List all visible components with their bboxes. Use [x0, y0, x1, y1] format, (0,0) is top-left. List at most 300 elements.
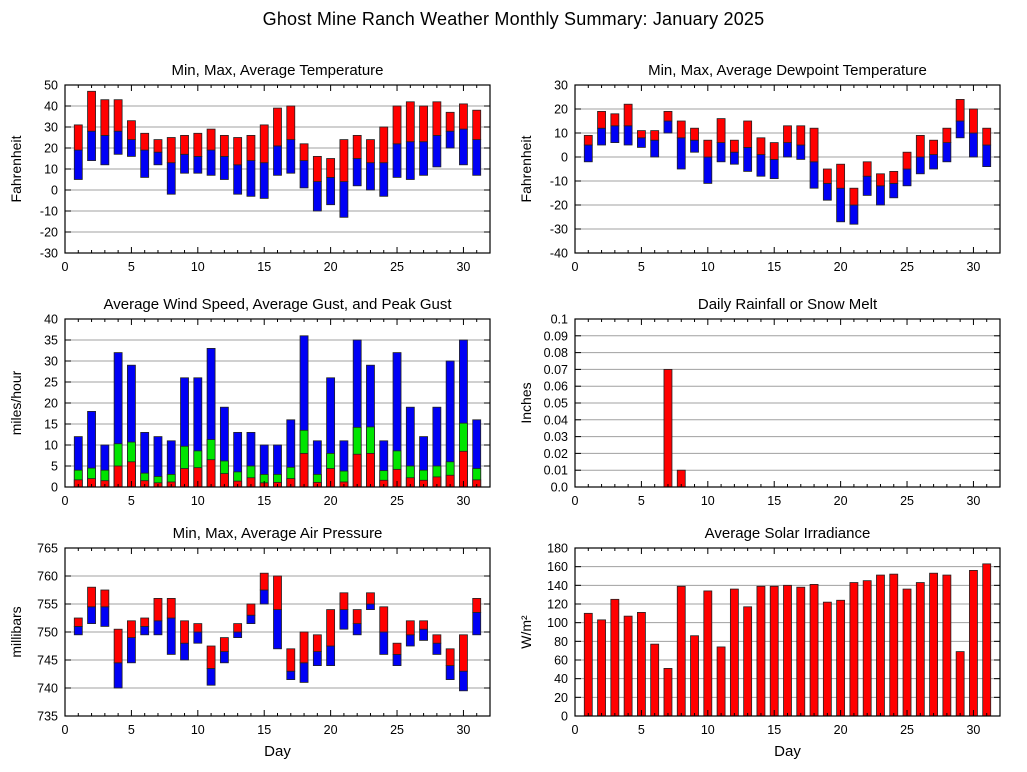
pressure-min-avg-bar-day-11 [207, 668, 215, 685]
dewpoint-min-avg-bar-day-14 [757, 155, 765, 177]
dewpoint-avg-max-bar-day-13 [744, 121, 752, 147]
pressure-avg-max-bar-day-16 [274, 576, 282, 610]
pressure-min-avg-bar-day-14 [247, 615, 255, 623]
solar-ytick-label: 140 [547, 578, 568, 593]
temperature-avg-max-bar-day-4 [114, 100, 122, 132]
pressure-min-avg-bar-day-30 [459, 671, 467, 691]
wind-xtick-label: 20 [323, 494, 338, 508]
temperature-chart [8, 62, 490, 274]
solar-ytick-label: 120 [547, 597, 568, 612]
dewpoint-y-axis-label: Fahrenheit [518, 135, 534, 203]
rain-chart-title: Daily Rainfall or Snow Melt [697, 296, 878, 313]
pressure-ytick-label: 750 [37, 625, 58, 640]
temperature-min-avg-bar-day-12 [220, 156, 228, 179]
pressure-avg-max-bar-day-29 [446, 649, 454, 666]
pressure-min-avg-bar-day-18 [300, 663, 308, 683]
dewpoint-min-avg-bar-day-31 [983, 145, 991, 167]
rain-ytick-label: 0.05 [543, 396, 568, 411]
wind-average-wind-speed-bar-day-22 [353, 454, 361, 487]
dewpoint-ytick-label: 30 [554, 78, 568, 93]
temperature-min-avg-bar-day-30 [459, 129, 467, 165]
pressure-min-avg-bar-day-24 [380, 632, 388, 654]
solar-bar-day-16 [784, 585, 792, 716]
pressure-min-avg-bar-day-3 [101, 607, 109, 627]
pressure-min-avg-bar-day-27 [420, 629, 428, 640]
temperature-min-avg-bar-day-21 [340, 182, 348, 218]
solar-bar-day-28 [943, 575, 951, 716]
dewpoint-avg-max-bar-day-17 [797, 126, 805, 145]
temperature-avg-max-bar-day-17 [287, 106, 295, 140]
solar-bar-day-27 [930, 573, 938, 716]
pressure-avg-max-bar-day-19 [313, 635, 321, 652]
temperature-min-avg-bar-day-29 [446, 131, 454, 148]
rain-ytick-label: 0.09 [543, 329, 568, 344]
rain-gridlines [575, 336, 1000, 470]
solar-chart-title: Average Solar Irradiance [704, 525, 871, 542]
temperature-min-avg-bar-day-6 [141, 150, 149, 177]
solar-bar-day-13 [744, 607, 752, 716]
solar-bar-day-3 [611, 599, 619, 716]
solar-xtick-label: 0 [571, 723, 579, 737]
temperature-avg-max-bar-day-14 [247, 135, 255, 160]
solar-bar-day-14 [757, 586, 765, 716]
dewpoint-min-avg-bar-day-3 [611, 126, 619, 143]
temperature-min-avg-bar-day-25 [393, 144, 401, 178]
solar-bar-day-30 [969, 570, 977, 716]
dewpoint-avg-max-bar-day-18 [810, 128, 818, 162]
dewpoint-ytick-label: -40 [549, 246, 568, 261]
dewpoint-avg-max-bar-day-10 [704, 140, 712, 157]
pressure-avg-max-bar-day-31 [473, 598, 481, 612]
solar-ytick-label: 100 [547, 616, 568, 631]
temperature-ytick-label: 40 [44, 99, 58, 114]
wind-ytick-label: 40 [44, 312, 58, 327]
temperature-avg-max-bar-day-11 [207, 129, 215, 150]
pressure-ytick-label: 740 [37, 681, 58, 696]
solar-bar-day-29 [956, 652, 964, 716]
dewpoint-min-avg-bar-day-19 [823, 183, 831, 200]
wind-ytick-label: 25 [44, 375, 58, 390]
dewpoint-min-avg-bar-day-8 [677, 138, 685, 169]
pressure-xtick-label: 5 [127, 723, 135, 737]
solar-xtick-label: 30 [966, 723, 981, 737]
dewpoint-min-avg-bar-day-6 [651, 140, 659, 157]
dewpoint-min-avg-bar-day-28 [943, 143, 951, 162]
solar-bar-day-21 [850, 583, 858, 716]
temperature-ytick-label: 50 [44, 78, 58, 93]
pressure-avg-max-bar-day-1 [74, 618, 82, 626]
dewpoint-min-avg-bar-day-27 [930, 155, 938, 169]
dewpoint-min-avg-bar-day-15 [770, 159, 778, 178]
pressure-min-avg-bar-day-26 [406, 635, 414, 646]
solar-ytick-label: 40 [554, 672, 568, 687]
pressure-avg-max-bar-day-8 [167, 598, 175, 618]
solar-x-axis-label: Day [774, 743, 801, 760]
temperature-min-avg-bar-day-13 [234, 165, 242, 194]
temperature-min-avg-bar-day-28 [433, 135, 441, 167]
temperature-min-avg-bar-day-16 [274, 146, 282, 175]
pressure-min-avg-bar-day-23 [366, 604, 374, 610]
rain-bars [664, 369, 685, 487]
temperature-avg-max-bar-day-15 [260, 125, 268, 163]
solar-bar-day-24 [890, 574, 898, 716]
dewpoint-avg-max-bar-day-7 [664, 111, 672, 121]
pressure-min-avg-bar-day-19 [313, 652, 321, 666]
temperature-avg-max-bar-day-22 [353, 135, 361, 158]
solar-bar-day-8 [677, 586, 685, 716]
solar-bar-day-20 [837, 600, 845, 716]
dewpoint-min-avg-bar-day-23 [876, 186, 884, 205]
dewpoint-min-avg-bar-day-25 [903, 169, 911, 186]
temperature-avg-max-bar-day-29 [446, 112, 454, 131]
temperature-avg-max-bar-day-23 [366, 140, 374, 163]
temperature-xtick-label: 15 [257, 260, 272, 274]
dewpoint-min-avg-bar-day-16 [784, 143, 792, 157]
pressure-min-avg-bar-day-22 [353, 624, 361, 635]
pressure-min-avg-bar-day-20 [327, 646, 335, 666]
temperature-ytick-label: -30 [39, 246, 58, 261]
solar-bar-day-12 [730, 589, 738, 716]
dewpoint-avg-max-bar-day-1 [584, 135, 592, 145]
dewpoint-avg-max-bar-day-24 [890, 171, 898, 183]
temperature-min-avg-bar-day-19 [313, 182, 321, 211]
temperature-min-avg-bar-day-8 [167, 163, 175, 195]
pressure-min-avg-bar-day-9 [181, 643, 189, 660]
wind-xtick-label: 0 [61, 494, 69, 508]
dewpoint-ytick-label: 20 [554, 102, 568, 117]
dewpoint-ytick-label: 10 [554, 126, 568, 141]
pressure-xtick-label: 25 [390, 723, 404, 737]
solar-ytick-label: 80 [554, 634, 568, 649]
dewpoint-avg-max-bar-day-4 [624, 104, 632, 126]
temperature-min-avg-bar-day-7 [154, 152, 162, 165]
dewpoint-avg-max-bar-day-31 [983, 128, 991, 145]
solar-ytick-label: 0 [561, 709, 568, 724]
wind-ytick-label: 10 [44, 438, 58, 453]
solar-y-axis-label: W/m² [518, 615, 534, 649]
rain-ytick-label: 0.1 [550, 312, 568, 327]
pressure-avg-max-bar-day-12 [220, 638, 228, 652]
pressure-min-avg-bar-day-2 [88, 607, 96, 624]
pressure-min-avg-bar-day-7 [154, 621, 162, 635]
pressure-min-avg-bar-day-10 [194, 632, 202, 643]
rain-xtick-label: 20 [833, 494, 848, 508]
temperature-min-avg-bar-day-17 [287, 140, 295, 174]
dewpoint-avg-max-bar-day-16 [784, 126, 792, 143]
solar-bar-day-23 [876, 575, 884, 716]
temperature-xtick-label: 30 [456, 260, 471, 274]
pressure-chart-title: Min, Max, Average Air Pressure [172, 525, 383, 542]
temperature-ytick-label: 30 [44, 120, 58, 135]
pressure-xtick-label: 10 [190, 723, 205, 737]
temperature-min-avg-bar-day-31 [473, 140, 481, 176]
temperature-xtick-label: 20 [323, 260, 338, 274]
solar-bar-day-7 [664, 668, 672, 716]
wind-xtick-label: 5 [127, 494, 135, 508]
pressure-avg-max-bar-day-11 [207, 646, 215, 668]
rain-xtick-label: 25 [900, 494, 914, 508]
dewpoint-avg-max-bar-day-3 [611, 114, 619, 126]
pressure-avg-max-bar-day-21 [340, 593, 348, 610]
pressure-xtick-label: 15 [257, 723, 272, 737]
pressure-ytick-label: 765 [37, 541, 58, 556]
temperature-avg-max-bar-day-7 [154, 140, 162, 153]
pressure-min-avg-bar-day-1 [74, 626, 82, 634]
rain-ytick-label: 0.01 [543, 463, 568, 478]
wind-ytick-label: 15 [44, 417, 58, 432]
rain-xtick-label: 0 [571, 494, 579, 508]
wind-bars [74, 336, 480, 487]
pressure-ytick-label: 760 [37, 569, 58, 584]
temperature-avg-max-bar-day-9 [181, 135, 189, 154]
dewpoint-xtick-label: 30 [966, 260, 981, 274]
temperature-avg-max-bar-day-18 [300, 144, 308, 161]
solar-bar-day-6 [651, 644, 659, 716]
page-title: Ghost Mine Ranch Weather Monthly Summary: January 2025 [262, 9, 765, 29]
rain-ytick-label: 0.04 [543, 413, 568, 428]
temperature-min-avg-bar-day-11 [207, 150, 215, 175]
dewpoint-avg-max-bar-day-14 [757, 138, 765, 155]
pressure-x-axis-label: Day [264, 743, 291, 760]
dewpoint-avg-max-bar-day-15 [770, 143, 778, 160]
temperature-xtick-label: 0 [61, 260, 69, 274]
solar-ytick-label: 60 [554, 653, 568, 668]
dewpoint-avg-max-bar-day-22 [863, 162, 871, 176]
pressure-avg-max-bar-day-7 [154, 598, 162, 620]
temperature-avg-max-bar-day-26 [406, 102, 414, 142]
solar-bar-day-9 [691, 636, 699, 716]
solar-bars [584, 564, 990, 716]
temperature-avg-max-bar-day-27 [420, 106, 428, 142]
pressure-labels [8, 525, 470, 760]
solar-xtick-label: 20 [833, 723, 848, 737]
pressure-chart [8, 525, 490, 760]
dewpoint-min-avg-bar-day-17 [797, 145, 805, 159]
pressure-xtick-label: 30 [456, 723, 471, 737]
temperature-min-avg-bar-day-14 [247, 161, 255, 197]
temperature-avg-max-bar-day-20 [327, 159, 335, 178]
solar-bar-day-5 [637, 612, 645, 716]
pressure-avg-max-bar-day-18 [300, 632, 308, 663]
wind-average-wind-speed-bar-day-4 [114, 466, 122, 487]
solar-xtick-label: 15 [767, 723, 782, 737]
pressure-min-avg-bar-day-17 [287, 671, 295, 679]
wind-xtick-label: 25 [390, 494, 404, 508]
temperature-avg-max-bar-day-16 [274, 108, 282, 146]
pressure-avg-max-bar-day-5 [127, 621, 135, 638]
dewpoint-avg-max-bar-day-23 [876, 174, 884, 186]
pressure-xtick-label: 0 [61, 723, 69, 737]
dewpoint-min-avg-bar-day-26 [916, 157, 924, 174]
pressure-ytick-label: 735 [37, 709, 58, 724]
temperature-min-avg-bar-day-22 [353, 159, 361, 186]
temperature-min-avg-bar-day-27 [420, 142, 428, 176]
wind-ytick-label: 35 [44, 333, 58, 348]
pressure-min-avg-bar-day-5 [127, 638, 135, 663]
rain-bar-day-7 [664, 369, 672, 487]
temperature-min-avg-bar-day-2 [88, 131, 96, 160]
dewpoint-min-avg-bar-day-5 [637, 138, 645, 148]
wind-chart [8, 296, 490, 508]
pressure-avg-max-bar-day-3 [101, 590, 109, 607]
dewpoint-avg-max-bar-day-19 [823, 169, 831, 183]
dewpoint-xtick-label: 5 [637, 260, 645, 274]
pressure-ytick-label: 745 [37, 653, 58, 668]
solar-bar-day-15 [770, 586, 778, 716]
pressure-min-avg-bar-day-31 [473, 612, 481, 634]
pressure-avg-max-bar-day-22 [353, 610, 361, 624]
temperature-avg-max-bar-day-28 [433, 102, 441, 136]
rain-ytick-label: 0.08 [543, 346, 568, 361]
dewpoint-xtick-label: 0 [571, 260, 579, 274]
wind-average-wind-speed-bar-day-23 [366, 453, 374, 487]
temperature-avg-max-bar-day-6 [141, 133, 149, 150]
dewpoint-min-avg-bar-day-22 [863, 176, 871, 195]
dewpoint-avg-max-bar-day-25 [903, 152, 911, 169]
temperature-min-avg-bar-day-26 [406, 142, 414, 180]
pressure-min-avg-bar-day-21 [340, 610, 348, 630]
pressure-min-avg-bar-day-6 [141, 626, 149, 634]
dewpoint-ytick-label: 0 [561, 150, 568, 165]
wind-ytick-label: 0 [51, 480, 58, 495]
dewpoint-min-avg-bar-day-24 [890, 183, 898, 197]
dewpoint-xtick-label: 10 [700, 260, 715, 274]
wind-xtick-label: 15 [257, 494, 272, 508]
temperature-min-avg-bar-day-15 [260, 163, 268, 199]
dewpoint-min-avg-bar-day-21 [850, 205, 858, 224]
solar-ytick-label: 160 [547, 560, 568, 575]
solar-bar-day-10 [704, 591, 712, 716]
wind-ytick-label: 30 [44, 354, 58, 369]
temperature-avg-max-bar-day-12 [220, 135, 228, 156]
pressure-min-avg-bar-day-28 [433, 643, 441, 654]
temperature-min-avg-bar-day-18 [300, 161, 308, 188]
rain-xtick-label: 5 [637, 494, 645, 508]
temperature-ytick-label: 20 [44, 141, 58, 156]
dewpoint-min-avg-bar-day-12 [730, 152, 738, 164]
rain-ytick-label: 0.03 [543, 430, 568, 445]
wind-y-axis-label: miles/hour [8, 370, 24, 436]
temperature-xtick-label: 5 [127, 260, 135, 274]
temperature-avg-max-bar-day-24 [380, 127, 388, 163]
rain-ytick-label: 0.07 [543, 362, 568, 377]
pressure-avg-max-bar-day-9 [181, 621, 189, 643]
temperature-min-avg-bar-day-23 [366, 163, 374, 190]
solar-bar-day-2 [598, 620, 606, 716]
pressure-ytick-label: 755 [37, 597, 58, 612]
dewpoint-min-avg-bar-day-1 [584, 145, 592, 162]
temperature-avg-max-bar-day-10 [194, 133, 202, 156]
temperature-min-avg-bar-day-20 [327, 177, 335, 204]
dewpoint-avg-max-bar-day-11 [717, 119, 725, 143]
solar-bar-day-31 [983, 564, 991, 716]
solar-bar-day-17 [797, 587, 805, 716]
temperature-y-axis-label: Fahrenheit [8, 135, 24, 203]
rain-ytick-label: 0.02 [543, 446, 568, 461]
pressure-avg-max-bar-day-10 [194, 624, 202, 632]
pressure-min-avg-bar-day-8 [167, 618, 175, 654]
dewpoint-avg-max-bar-day-2 [598, 111, 606, 128]
temperature-ytick-label: 10 [44, 162, 58, 177]
temperature-min-avg-bar-day-4 [114, 131, 122, 154]
rain-xtick-label: 30 [966, 494, 981, 508]
wind-xtick-label: 30 [456, 494, 471, 508]
pressure-bars [74, 573, 480, 691]
dewpoint-min-avg-bar-day-30 [969, 133, 977, 157]
pressure-avg-max-bar-day-20 [327, 610, 335, 646]
pressure-avg-max-bar-day-2 [88, 587, 96, 607]
solar-chart [518, 525, 1000, 760]
solar-bar-day-11 [717, 647, 725, 716]
dewpoint-min-avg-bar-day-10 [704, 157, 712, 183]
dewpoint-avg-max-bar-day-9 [691, 128, 699, 140]
pressure-avg-max-bar-day-26 [406, 621, 414, 635]
pressure-avg-max-bar-day-27 [420, 621, 428, 629]
dewpoint-avg-max-bar-day-28 [943, 128, 951, 142]
solar-bar-day-22 [863, 581, 871, 716]
solar-bar-day-4 [624, 616, 632, 716]
solar-bar-day-18 [810, 584, 818, 716]
solar-xtick-label: 25 [900, 723, 914, 737]
temperature-avg-max-bar-day-8 [167, 138, 175, 163]
pressure-avg-max-bar-day-6 [141, 618, 149, 626]
wind-average-wind-speed-bar-day-11 [207, 460, 215, 487]
pressure-min-avg-bar-day-4 [114, 663, 122, 688]
dewpoint-avg-max-bar-day-8 [677, 121, 685, 138]
pressure-min-avg-bar-day-12 [220, 652, 228, 663]
temperature-avg-max-bar-day-21 [340, 140, 348, 182]
temperature-xtick-label: 10 [190, 260, 205, 274]
temperature-min-avg-bar-day-1 [74, 150, 82, 179]
temperature-chart-title: Min, Max, Average Temperature [171, 62, 384, 79]
temperature-min-avg-bar-day-3 [101, 135, 109, 164]
rain-ytick-label: 0.0 [550, 480, 568, 495]
temperature-avg-max-bar-day-25 [393, 106, 401, 144]
dewpoint-xtick-label: 25 [900, 260, 914, 274]
dewpoint-avg-max-bar-day-20 [837, 164, 845, 188]
temperature-avg-max-bar-day-13 [234, 138, 242, 165]
pressure-avg-max-bar-day-30 [459, 635, 467, 671]
rain-ytick-label: 0.06 [543, 379, 568, 394]
dewpoint-min-avg-bar-day-11 [717, 143, 725, 162]
pressure-avg-max-bar-day-13 [234, 624, 242, 632]
pressure-avg-max-bar-day-17 [287, 649, 295, 671]
temperature-min-avg-bar-day-9 [181, 154, 189, 173]
temperature-ytick-label: -10 [39, 204, 58, 219]
dewpoint-min-avg-bar-day-4 [624, 126, 632, 145]
pressure-min-avg-bar-day-15 [260, 590, 268, 604]
solar-bar-day-26 [916, 583, 924, 716]
pressure-min-avg-bar-day-29 [446, 666, 454, 680]
dewpoint-xtick-label: 15 [767, 260, 782, 274]
dewpoint-avg-max-bar-day-30 [969, 109, 977, 133]
temperature-min-avg-bar-day-10 [194, 156, 202, 173]
temperature-min-avg-bar-day-5 [127, 140, 135, 157]
temperature-avg-max-bar-day-3 [101, 100, 109, 136]
dewpoint-min-avg-bar-day-7 [664, 121, 672, 133]
rainfall-chart [518, 296, 1000, 508]
dewpoint-min-avg-bar-day-2 [598, 128, 606, 145]
wind-ytick-label: 5 [51, 459, 58, 474]
dewpoint-min-avg-bar-day-20 [837, 188, 845, 222]
dewpoint-min-avg-bar-day-13 [744, 147, 752, 171]
temperature-bars [74, 91, 480, 217]
dewpoint-avg-max-bar-day-21 [850, 188, 858, 205]
dewpoint-avg-max-bar-day-5 [637, 131, 645, 138]
pressure-avg-max-bar-day-23 [366, 593, 374, 604]
dewpoint-ytick-label: -10 [549, 174, 568, 189]
pressure-avg-max-bar-day-14 [247, 604, 255, 615]
